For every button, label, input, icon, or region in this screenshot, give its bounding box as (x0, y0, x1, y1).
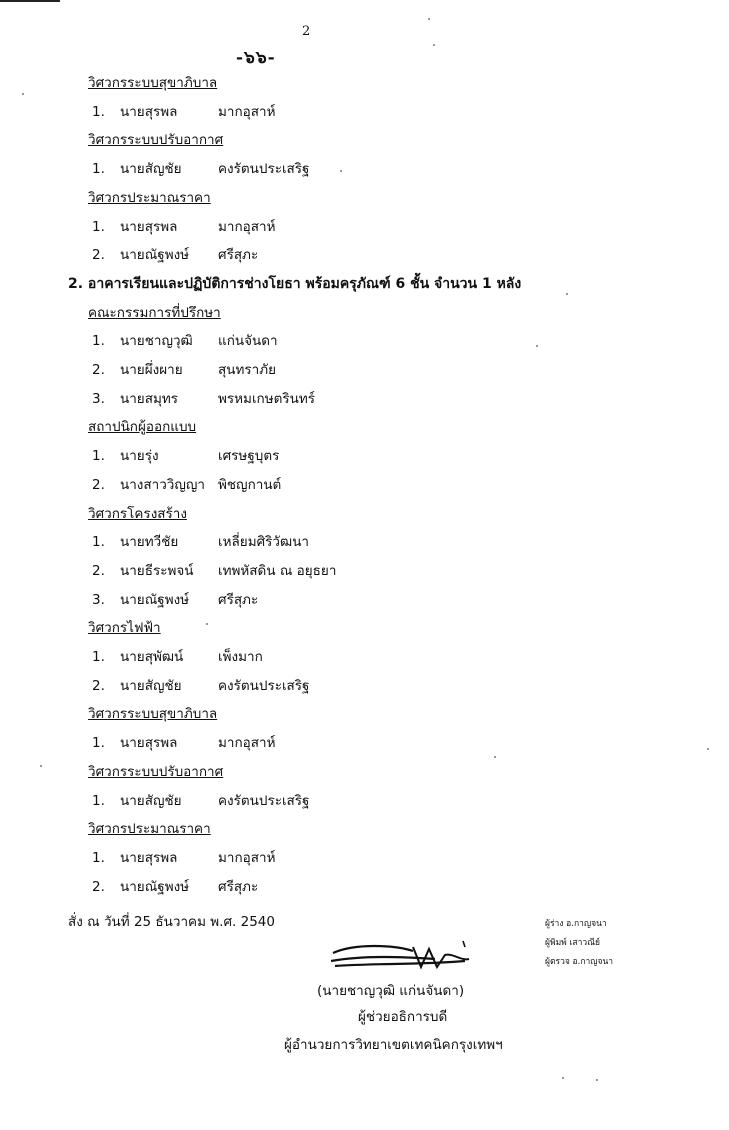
member-last-name: เทพหัสดิน ณ อยุธยา (218, 562, 337, 579)
signatory-position-2: ผู้อำนวยการวิทยาเขตเทคนิคกรุงเทพฯ (284, 1037, 503, 1053)
group-heading: วิศวกรระบบสุขาภิบาล (88, 75, 218, 91)
signatory-name: (นายชาญวุฒิ แก่นจันดา) (317, 983, 465, 999)
group-heading: วิศวกรประมาณราคา (88, 821, 211, 838)
member-first-name: นายสัญชัย (120, 677, 182, 694)
scan-speck (22, 93, 24, 95)
checker-line: ผู้ตรวจ อ.กาญจนา (545, 957, 614, 967)
member-number: 1. (92, 103, 105, 120)
member-first-name: นายธีระพจน์ (120, 562, 194, 579)
page-number: 2 (302, 24, 311, 39)
drafter-line: ผู้ร่าง อ.กาญจนา (545, 919, 607, 929)
scan-speck (536, 345, 538, 347)
scan-speck (206, 623, 208, 625)
member-first-name: นายชาญวุฒิ (120, 333, 193, 350)
member-number: 2. (92, 878, 105, 895)
scan-speck (707, 748, 709, 750)
scan-speck (494, 756, 496, 758)
member-first-name: นายสุรพล (120, 103, 178, 120)
typist-line: ผู้พิมพ์ เสาวณีย์ (545, 938, 600, 948)
member-last-name: พรหมเกษตรินทร์ (218, 390, 316, 407)
section-title: 2. อาคารเรียนและปฏิบัติการช่างโยธา พร้อมครุภัณฑ์ 6 ชั้น จำนวน 1 หลัง (68, 275, 522, 292)
member-last-name: มากอุสาห์ (218, 849, 276, 866)
member-first-name: นางสาววิญญา (120, 476, 205, 493)
member-number: 1. (92, 161, 105, 178)
member-number: 1. (92, 735, 105, 752)
drafting-initials (545, 915, 613, 972)
group-heading: วิศวกรประมาณราคา (88, 189, 211, 206)
scan-speck (566, 293, 568, 295)
member-last-name: พิชญกานต์ (218, 476, 282, 493)
scan-speck (340, 170, 342, 172)
member-number: 2. (92, 362, 105, 378)
group-heading: คณะกรรมการที่ปรึกษา (88, 304, 221, 321)
member-first-name: นายสมุทร (120, 390, 179, 407)
group-heading: วิศวกรโครงสร้าง (88, 505, 187, 522)
member-last-name: เศรษฐบุตร (218, 448, 280, 465)
member-first-name: นายณัฐพงษ์ (120, 591, 190, 608)
member-last-name: แก่นจันดา (218, 333, 278, 350)
signature (325, 937, 475, 975)
member-number: 1. (92, 792, 105, 809)
order-date: สั่ง ณ วันที่ 25 ธันวาคม พ.ศ. 2540 (68, 914, 275, 930)
member-number: 1. (92, 448, 105, 465)
member-last-name: ศรีสุภะ (218, 878, 259, 895)
member-last-name: คงรัตนประเสริฐ (218, 677, 310, 694)
member-first-name: นายสัญชัย (120, 792, 182, 809)
member-first-name: นายทวีชัย (120, 534, 179, 551)
member-number: 1. (92, 849, 105, 866)
member-last-name: คงรัตนประเสริฐ (218, 792, 310, 809)
group-heading: วิศวกรระบบปรับอากาศ (88, 132, 224, 149)
member-last-name: สุนทราภัย (218, 362, 277, 378)
member-last-name: มากอุสาห์ (218, 218, 276, 235)
scan-edge-mark (0, 0, 60, 2)
member-number: 2. (92, 247, 105, 264)
scan-speck (40, 765, 42, 767)
member-number: 3. (92, 390, 105, 407)
scan-speck (596, 1079, 598, 1081)
member-number: 1. (92, 534, 105, 551)
member-last-name: มากอุสาห์ (218, 103, 276, 120)
member-first-name: นายสุรพล (120, 735, 178, 752)
member-first-name: นายสุรพล (120, 218, 178, 235)
member-first-name: นายผึ่งผาย (120, 362, 183, 378)
member-first-name: นายสัญชัย (120, 161, 182, 178)
scan-speck (428, 18, 430, 20)
member-last-name: คงรัตนประเสริฐ (218, 161, 310, 178)
handwritten-page-number: -๖๖- (236, 48, 276, 68)
scan-speck (433, 44, 435, 46)
member-last-name: เพ็งมาก (218, 649, 263, 665)
member-number: 1. (92, 218, 105, 235)
member-last-name: เหลี่ยมศิริวัฒนา (218, 534, 309, 551)
member-last-name: ศรีสุภะ (218, 247, 259, 264)
member-first-name: นายรุ่ง (120, 448, 159, 465)
member-number: 1. (92, 649, 105, 665)
group-heading: วิศวกรไฟฟ้า (88, 620, 161, 637)
member-number: 1. (92, 333, 105, 350)
member-first-name: นายสุพัฒน์ (120, 649, 184, 665)
group-heading: วิศวกรระบบปรับอากาศ (88, 763, 224, 780)
member-number: 3. (92, 591, 105, 608)
group-heading: วิศวกรระบบสุขาภิบาล (88, 706, 218, 723)
member-last-name: ศรีสุภะ (218, 591, 259, 608)
group-heading: สถาปนิกผู้ออกแบบ (88, 419, 197, 436)
member-first-name: นายสุรพล (120, 849, 178, 866)
member-number: 2. (92, 562, 105, 579)
signatory-position-1: ผู้ช่วยอธิการบดี (358, 1009, 448, 1025)
scan-speck (562, 1077, 564, 1079)
member-first-name: นายณัฐพงษ์ (120, 247, 190, 264)
member-number: 2. (92, 476, 105, 493)
member-first-name: นายณัฐพงษ์ (120, 878, 190, 895)
member-number: 2. (92, 677, 105, 694)
member-last-name: มากอุสาห์ (218, 735, 276, 752)
